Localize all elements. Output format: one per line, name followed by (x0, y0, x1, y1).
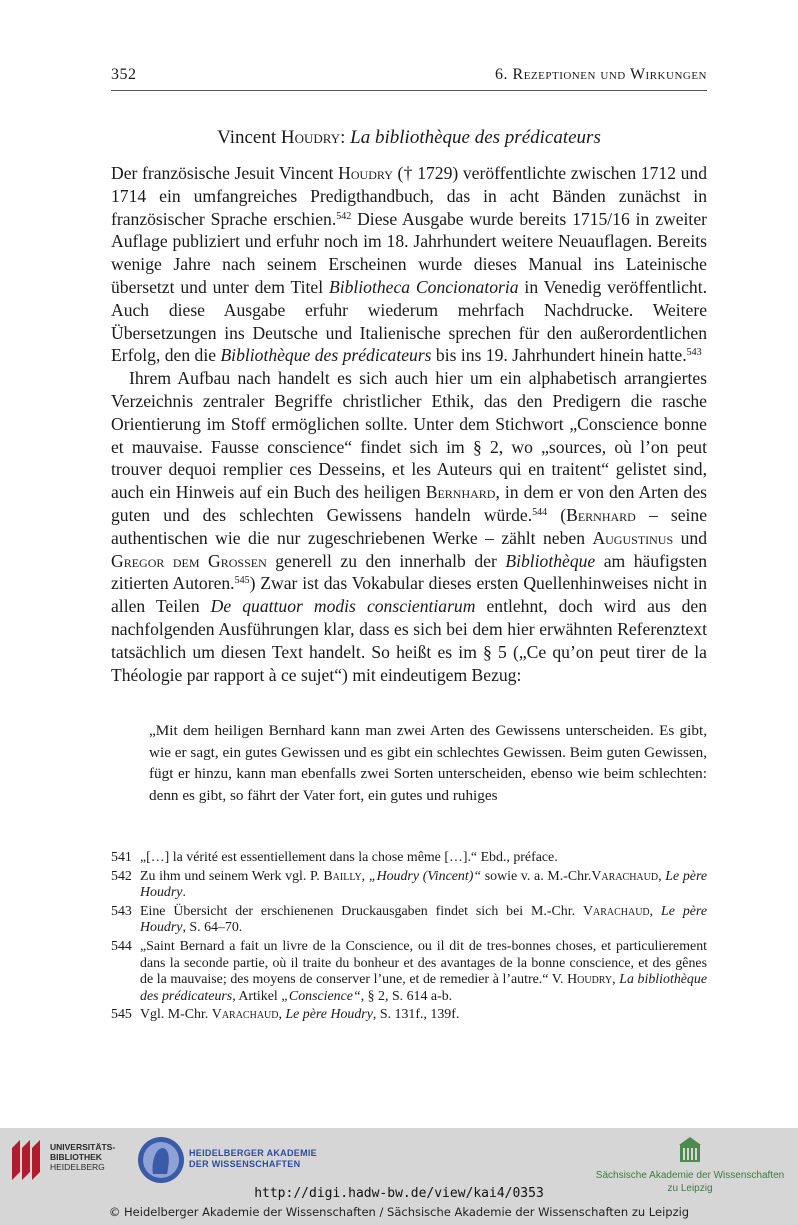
p2-name-augustinus: Augustinus (592, 527, 674, 548)
saw-logo-line-1: Sächsische Akademie der Wissenschaften (595, 1170, 785, 1181)
ub-logo-line-3: HEIDELBERG (50, 1162, 105, 1172)
paragraph-1 (111, 162, 707, 367)
block-quote: „Mit dem heiligen Bernhard kann man zwei Arten des Gewissens unterscheiden. Es gibt, wie er sagt, ein gutes Gewissen und es gibt ein schlechtes Gewissen. Beim guten Gewissen, fügt er hinzu, kann man ebenfalls zwei Sorten unterscheiden, ebenso wie beim schlechten: denn es gibt, so fährt der Vater fort, ein gutes und ruhiges (149, 722, 707, 804)
p2-text-1: Ihrem Aufbau nach handelt es sich auch hier um ein alphabetisch arrangiertes Verzeichnis zentraler Begriffe christlicher Ethik, das den Predigern die rasche Orientierung im Stoff ermöglichen sollte. Unter dem Stichwort „Conscience bonne et mauvaise. Fausse conscience“ findet sich im § 2, wo „sources, où l’on peut trouver dequoi remplier ces Desseins, et les Auteurs qui en traitent“ gelistet sind, auch ein Hinweis auf ein Buch des heiligen (111, 368, 707, 503)
title-author-first: Vincent (217, 127, 281, 148)
footnote-ref-544[interactable]: 544 (532, 506, 548, 518)
fn542-text-1: Zu ihm und seinem Werk vgl. P. (140, 868, 324, 884)
p2-text-7: am häufigsten zitierten Autoren. (111, 550, 708, 594)
fn542-text-2: , (361, 868, 369, 884)
fn544-text-1: „Saint Bernard a fait un livre de la Conscience, ou il dit de tres-bonnes choses, et particulierement dans la seconde partie, où il traite du bonheur et des avantages de la bonne conscience, et des gênes de la mauvaise; des moyens de conserver l’une, et de remedier à l’autre.“ V. (140, 938, 707, 988)
footnotes (111, 850, 707, 1026)
p2-name-gregor: Gregor dem Grossen (111, 550, 267, 571)
copyright-notice: © Heidelberger Akademie der Wissenschaften / Sächsische Akademie der Wissenschaften zu Leipzig (108, 1205, 690, 1219)
footnote-number: 545 (111, 1007, 132, 1023)
footnote-number: 544 (111, 938, 132, 954)
p1-italic-2: Bibliothèque des prédicateurs (220, 345, 432, 366)
fn543-name-varachaud: Varachaud (582, 903, 650, 919)
section-title (111, 127, 707, 149)
footnote-text: „[…] la vérité est essentiellement dans la chose même […].“ Ebd., préface. (140, 850, 558, 865)
fn545-text-2: , (278, 1007, 286, 1023)
fn545-text-3: , S. 131f., 139f. (372, 1007, 460, 1023)
fn543-text-3: , S. 64–70. (182, 920, 243, 936)
p2-italic-1: Bibliothèque (505, 550, 596, 571)
ub-logo-line-2: BIBLIOTHEK (50, 1152, 102, 1162)
footnote-543 (111, 904, 707, 937)
p1-name-houdry: Houdry (338, 163, 393, 183)
title-separator: : (340, 127, 351, 148)
running-header (111, 66, 707, 86)
p2-name-bernhard-1: Bernhard (425, 482, 496, 503)
footnote-ref-545[interactable]: 545 (234, 575, 250, 587)
fn545-text-1: Vgl. M-Chr. (140, 1007, 212, 1023)
p2-name-bernhard-2: Bernhard (566, 504, 636, 525)
permalink-url[interactable]: http://digi.hadw-bw.de/view/kai4/0353 (254, 1186, 544, 1201)
p2-text-3: ( (547, 504, 567, 525)
fn542-name-bailly: Bailly (323, 868, 362, 884)
footnote-number: 542 (111, 868, 132, 884)
fn543-text-2: , (649, 903, 662, 919)
hadw-seal-icon (137, 1134, 185, 1186)
page-number: 352 (111, 66, 137, 83)
p2-text-9: entlehnt, doch wird aus den nachfolgenden Ausführungen klar, dass es sich bei dem hier erwähnten Referenztext tatsächlich um diesen Text handelt. So heißt es im § 5 („Ce qu’on peut tirer de la Théologie par rapport à ce sujet“) mit eindeutigem Bezug: (111, 596, 707, 685)
p1-text-5: bis ins 19. Jahrhundert hinein hatte. (431, 345, 687, 366)
paragraph-2 (111, 367, 707, 686)
p1-text-4: in Venedig veröffentlicht. Auch diese Ausgabe erfuhr wiederum mehrfach Nachdrucke. Weitere Übersetzungen ins Deutsche und Italienische sprechen für den außerordentlichen Erfolg, den die (111, 276, 708, 366)
footnote-number: 543 (111, 903, 132, 919)
footnote-ref-542[interactable]: 542 (336, 210, 352, 222)
hadw-logo-line-2: DER WISSENSCHAFTEN (189, 1159, 301, 1169)
hadw-logo-line-1: HEIDELBERGER AKADEMIE (189, 1148, 317, 1158)
hadw-logo[interactable] (137, 1134, 377, 1194)
title-author-last: Houdry (280, 127, 341, 148)
title-work: La bibliothèque des prédicateurs (350, 127, 601, 148)
fn544-text-2: , (612, 972, 620, 988)
header-rule (111, 90, 707, 91)
ub-heidelberg-logo[interactable] (10, 1138, 140, 1188)
p1-text-3: Diese Ausgabe wurde bereits 1715/16 in zweiter Auflage publiziert und erfuhr noch im 18. Jahrhundert weitere Neuauflagen. Bereits wenige Jahre nach seinem Erscheinen wurde dieses Manual ins Lateinische übersetzt und unter dem Titel (111, 208, 707, 297)
fn542-name-varachaud: Varachaud (591, 868, 659, 884)
fn544-text-3: , Artikel (232, 988, 282, 1004)
saw-building-icon (679, 1136, 701, 1162)
p1-text-1: Der französische Jesuit Vincent (111, 163, 339, 183)
footnote-541 (111, 850, 707, 867)
footnote-542 (111, 869, 707, 902)
fn542-text-5: . (182, 885, 186, 901)
p1-italic-1: Bibliotheca Concionatoria (328, 276, 519, 297)
fn544-italic-1: La bibliothèque des prédicateurs (140, 972, 707, 1004)
footnote-544 (111, 939, 707, 1005)
fn542-text-3: sowie v. a. M.-Chr. (481, 868, 592, 884)
p1-text-2: († 1729) veröffentlichte zwischen 1712 und 1714 ein umfangreiches Predigthandbuch, das in acht Bänden zunächst in französischer Sprache erschien. (111, 163, 707, 229)
fn543-italic-1: Le père Houdry (140, 903, 707, 936)
body-text (111, 162, 707, 686)
fn544-text-4: , § 2, S. 614 a-b. (360, 988, 453, 1004)
fn542-italic-1: „Houdry (Vincent)“ (368, 868, 482, 884)
p2-text-8: ) Zwar ist das Vokabular dieses ersten Quellenhinweises nicht in allen Teilen (111, 573, 707, 617)
fn544-italic-2: „Conscience“ (281, 988, 361, 1004)
p2-text-6: generell zu den innerhalb der (266, 550, 506, 571)
footnote-545 (111, 1007, 707, 1024)
fn543-text-1: Eine Übersicht der erschienenen Druckausgaben findet sich bei M.-Chr. (140, 903, 583, 919)
ub-logo-line-1: UNIVERSITÄTS- (50, 1142, 116, 1152)
fn545-italic-1: Le père Houdry (285, 1007, 373, 1023)
p2-text-2: , in dem er von den Arten des guten und des schlechten Gewissens handeln würde. (111, 482, 707, 525)
fn544-name-houdry: Houdry (567, 972, 613, 988)
p2-text-4: – seine authentischen wie die nur zugeschriebenen Werke – zählt neben (111, 504, 707, 548)
running-title: 6. Rezeptionen und Wirkungen (495, 66, 707, 83)
saw-logo-line-2: zu Leipzig (667, 1183, 713, 1194)
fn545-name-varachaud: Varachaud (211, 1007, 279, 1023)
footnote-number: 541 (111, 850, 132, 865)
fn542-italic-2: Le père Houdry (140, 868, 708, 901)
p2-text-5: und (673, 527, 707, 548)
footnote-ref-543[interactable]: 543 (686, 347, 702, 359)
fn542-text-4: , (658, 868, 666, 884)
ub-logo-icon (10, 1138, 44, 1182)
p2-italic-2: De quattuor modis conscientiarum (210, 596, 476, 617)
